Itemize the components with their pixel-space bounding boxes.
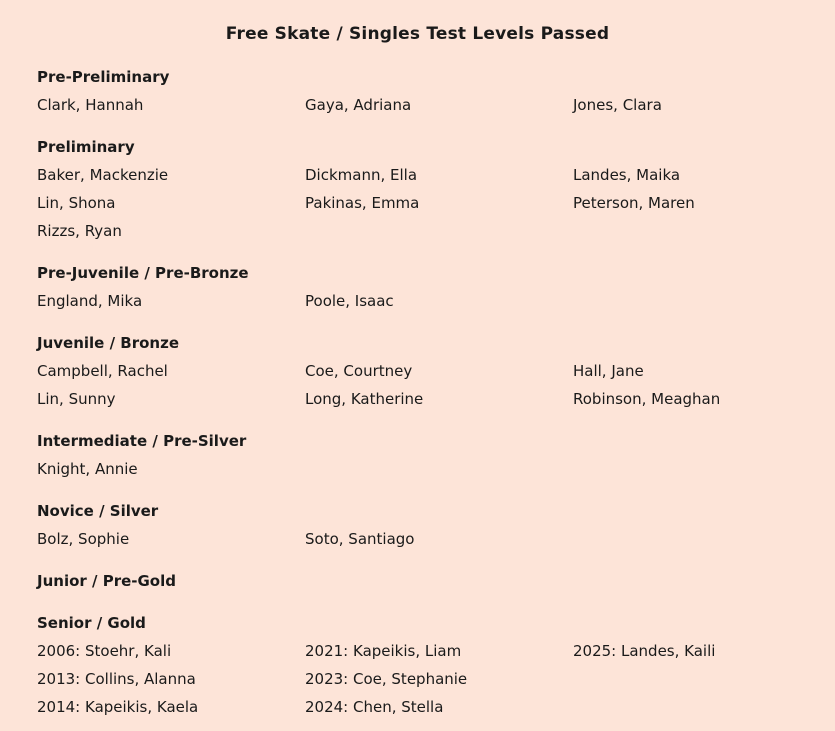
skater-name: Bolz, Sophie	[37, 530, 130, 548]
skater-name: Coe, Courtney	[305, 362, 413, 380]
section-novice	[37, 497, 827, 553]
table-row	[37, 357, 827, 385]
skater-name: Landes, Maika	[573, 166, 681, 184]
section-heading: Junior / Pre-Gold	[37, 572, 176, 590]
table-row	[37, 525, 827, 553]
skater-name: Hall, Jane	[573, 362, 644, 380]
skater-name: Lin, Shona	[37, 194, 116, 212]
skater-name: 2021: Kapeikis, Liam	[305, 642, 462, 660]
section-heading: Novice / Silver	[37, 502, 159, 520]
page-title: Free Skate / Singles Test Levels Passed	[225, 24, 610, 44]
section-heading: Intermediate / Pre-Silver	[37, 432, 247, 450]
table-row	[37, 287, 827, 315]
section-heading: Senior / Gold	[37, 614, 146, 632]
table-row	[37, 161, 827, 189]
skater-name: 2014: Kapeikis, Kaela	[37, 698, 199, 716]
section-preliminary	[37, 133, 827, 245]
section-senior	[37, 609, 827, 721]
skater-name: Baker, Mackenzie	[37, 166, 169, 184]
table-row	[37, 217, 827, 245]
table-row	[37, 665, 827, 693]
section-pre-preliminary	[37, 63, 827, 119]
skater-name: Campbell, Rachel	[37, 362, 168, 380]
table-row	[37, 385, 827, 413]
skater-name: Robinson, Meaghan	[573, 390, 721, 408]
table-row	[37, 637, 827, 665]
section-heading: Pre-Juvenile / Pre-Bronze	[37, 264, 249, 282]
skater-name: 2024: Chen, Stella	[305, 698, 444, 716]
skater-name: Dickmann, Ella	[305, 166, 418, 184]
table-row	[37, 455, 827, 483]
skater-name: Rizzs, Ryan	[37, 222, 122, 240]
section-heading: Pre-Preliminary	[37, 68, 170, 86]
table-row	[37, 189, 827, 217]
skater-name: Long, Katherine	[305, 390, 424, 408]
section-junior	[37, 567, 827, 595]
section-intermediate	[37, 427, 827, 483]
skater-name: Gaya, Adriana	[305, 96, 412, 114]
skater-name: Knight, Annie	[37, 460, 138, 478]
skater-name: 2006: Stoehr, Kali	[37, 642, 172, 660]
skater-name: 2025: Landes, Kaili	[573, 642, 716, 660]
section-pre-juvenile	[37, 259, 827, 315]
skater-name: 2013: Collins, Alanna	[37, 670, 196, 688]
skater-name: Pakinas, Emma	[305, 194, 420, 212]
table-row	[37, 91, 827, 119]
skater-name: Peterson, Maren	[573, 194, 695, 212]
section-heading: Preliminary	[37, 138, 135, 156]
section-heading: Juvenile / Bronze	[37, 334, 179, 352]
skater-name: Clark, Hannah	[37, 96, 144, 114]
skater-name: Poole, Isaac	[305, 292, 394, 310]
skater-name: Soto, Santiago	[305, 530, 415, 548]
table-row	[37, 693, 827, 721]
skater-name: 2023: Coe, Stephanie	[305, 670, 468, 688]
section-juvenile	[37, 329, 827, 413]
skater-name: Jones, Clara	[573, 96, 662, 114]
skater-name: Lin, Sunny	[37, 390, 116, 408]
skater-name: England, Mika	[37, 292, 143, 310]
